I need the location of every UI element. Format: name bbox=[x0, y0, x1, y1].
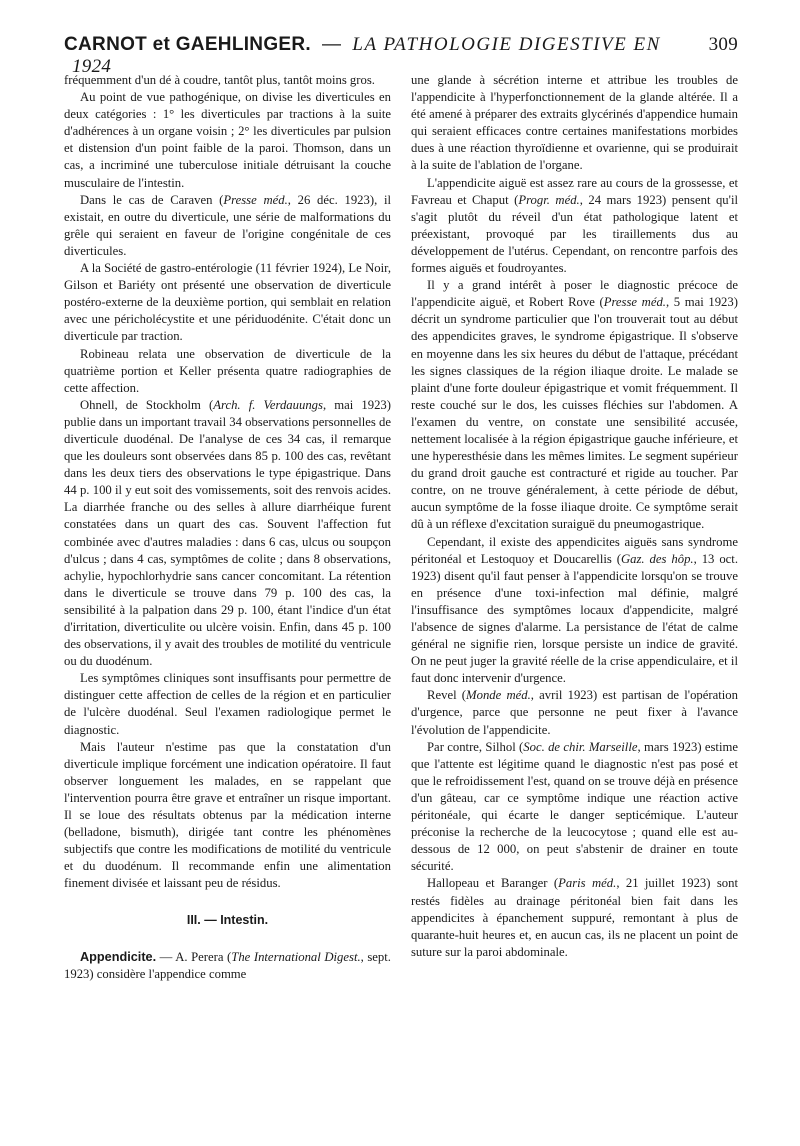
header-title: LA PATHOLOGIE DIGESTIVE EN bbox=[352, 34, 661, 55]
paragraph: fréquemment d'un dé à coudre, tantôt plus, tantôt moins gros. bbox=[64, 73, 375, 87]
section-heading: III. — Intestin. bbox=[186, 912, 269, 927]
paragraph: Cependant, il existe des appendicites aiguës sans syndrome péritonéal et Lestoquoy et Doucarellis (Gaz. des hôp., 13 oct. 1923) disent qu'il faut penser à l'appendicite lorsqu'on se trouve en présence d'une toxi-infection mal définie, malgré l'insuffisance des symptômes locaux d'appendicite, malgré l'absence de signes d'alarme. La persistance de l'état de calme général ne signifie rien, lorsque persiste un indice de gravité. On ne peut juger la gravité réelle de la crise appendiculaire, et il faut donc intervenir d'urgence. bbox=[411, 534, 738, 686]
citation: Presse méd. bbox=[603, 295, 666, 310]
paragraph: Robineau relata une observation de diverticule de la quatrième portion et Keller présenta quatre radiographies de cette affection. bbox=[64, 346, 391, 395]
page-number: 309 bbox=[708, 34, 738, 55]
citation: Progr. méd. bbox=[518, 192, 580, 207]
paragraph: Appendicite. — A. Perera (The International Digest., sept. 1923) considère l'appendice comme bbox=[64, 949, 391, 981]
header-authors: CARNOT et GAEHLINGER. bbox=[64, 34, 311, 55]
paragraph: Par contre, Silhol (Soc. de chir. Marseille, mars 1923) estime que l'attente est légitime quand le diagnostic n'est pas posé et que le refroidissement l'est, quand on se trouve déjà en présence d'un gâteau, car ce symptôme indique une réaction active péritonéale, qui écarte le danger septicémique. L'auteur préconise la recherche de la leucocytose ; quand elle est au-dessous de 12 000, on peut s'abstenir de drainer en toute sécurité. bbox=[411, 739, 738, 874]
paragraph: L'appendicite aiguë est assez rare au cours de la grossesse, et Favreau et Chaput (Progr. méd., 24 mars 1923) pensent qu'il s'agit plutôt du réveil d'un état pathologique latent et préexistant, provoqué par les tiraillements dus au développement de l'utérus. Cependant, on rencontre parfois des formes aiguës et foudroyantes. bbox=[411, 175, 738, 276]
journal-page bbox=[64, 34, 738, 983]
paragraph: Hallopeau et Baranger (Paris méd., 21 juillet 1923) sont restés fidèles au drainage péritonéal bien fait dans les appendicites à épanchement suppuré, remontant à plus de quarante-huit heures et, en aucun cas, ils ne placent un point de suture sur la paroi abdominale. bbox=[411, 876, 738, 959]
left-column bbox=[64, 72, 391, 983]
citation: Paris méd. bbox=[558, 876, 617, 891]
paragraph: Au point de vue pathogénique, on divise les diverticules en deux catégories : 1° les diverticules par tractions à la suite d'adhérences à un organe voisin ; 2° les diverticules par pulsion et distension d'un point faible de la paroi. Thomson, dans un cas, a incriminé une tuberculose initiale détruisant la couche musculaire de l'intestin. bbox=[64, 90, 391, 190]
running-header bbox=[64, 34, 738, 77]
paragraph: Ohnell, de Stockholm (Arch. f. Verdauungs, mai 1923) publie dans un important travail 34 observations personnelles de diverticule duodénal. De l'analyse de ces 34 cas, il remarque que les douleurs sont observées dans 85 p. 100 des cas, revêtant dans les deux tiers des observations le type épigastrique. Dans 44 p. 100 il y eut soit des vomissements, soit des renvois acides. La diarrhée franche ou des selles à allure diarrhéique furent constatées dans un quart des cas. Souvent l'affection fut combinée avec d'autres maladies : dans 6 cas, ulcus ou soupçon d'ulcus ; dans 4 cas, symptômes de colite ; dans 8 observations, achylie, hypochlorhydrie sans cancer concomitant. La rétention dans le diverticule se trouve dans 79 p. 100 des cas, la sensibilité à la palpation dans 29 p. 100, étant l'indice d'un état d'irritation, diverticulite ou ulcère voisin. Enfin, dans 45 p. 100 des observations, il y avait des troubles de motilité du ventricule ou du duodénum. bbox=[64, 397, 391, 669]
paragraph: Revel (Monde méd., avril 1923) est partisan de l'opération d'urgence, parce que personne ne peut fixer à l'avance l'évolution de l'appendicite. bbox=[411, 688, 738, 737]
header-year: 1924 bbox=[72, 56, 112, 77]
paragraph: Dans le cas de Caraven (Presse méd., 26 déc. 1923), il existait, en outre du diverticule, une série de malformations du grêle qui seraient en faveur de l'origine congénitale de ces diverticules. bbox=[64, 192, 391, 258]
two-column-body bbox=[64, 72, 738, 983]
paragraph: Il y a grand intérêt à poser le diagnostic précoce de l'appendicite aiguë, et Robert Rove (Presse méd., 5 mai 1923) décrit un syndrome particulier que l'on trouverait tout au début des appendicites graves, le syndrome épigastrique. Il s'observe en moyenne dans les six heures du début de l'attaque, précédant les signes classiques de la région iliaque droite. Le malade se plaint d'une forte douleur épigastrique et vomit fréquemment. Il reste couché sur le dos, les cuisses fléchies sur l'abdomen. A l'examen du ventre, on constate une sensibilité accusée, nettement localisée à la région épigastrique gauche inférieure, et une hyperesthésie dans les mêmes limites. Le segment supérieur du grand droit gauche est contracturé et rigide au toucher. Par contre, on ne trouve généralement, à cette période de début, aucun symptôme de la fosse iliaque droite. Ce symptôme serait dû à un réflexe d'excitation suraiguë du pneumogastrique. bbox=[411, 278, 738, 532]
paragraph: A la Société de gastro-entérologie (11 février 1924), Le Noir, Gilson et Bariéty ont présenté une observation de diverticule postéro-externe de la deuxième portion, qui semblait en relation avec une péricholécystite et une périduodénite. C'était donc un diverticule par traction. bbox=[64, 261, 391, 344]
paragraph: Mais l'auteur n'estime pas que la constatation d'un diverticule implique forcément une indication opératoire. Il faut observer longuement les malades, en se rappelant que l'intervention pourra être grave et entraîner un risque important. Il se loue des résultats obtenus par la médication interne (belladone, bismuth), dirigée tant contre les phénomènes subjectifs que contre les modifications de motilité du ventricule et du duodénum. Il recommande enfin une alimentation finement divisée et laissant peu de résidus. bbox=[64, 739, 391, 891]
paragraph: une glande à sécrétion interne et attribue les troubles de l'appendicite à l'hyperfonctionnement de la glande altérée. Il a été amené à préparer des extraits glycérinés d'appendice humain qui seraient efficaces contre certaines manifestations morbides dues à une réaction thyroïdienne et ovarienne, qui se produirait à la suite de l'ablation de l'organe. bbox=[411, 73, 738, 173]
run-in-heading: Appendicite. bbox=[80, 949, 157, 964]
citation: Soc. de chir. Marseille bbox=[523, 739, 638, 754]
citation: Arch. f. Verdauungs bbox=[213, 397, 323, 412]
header-dash: — bbox=[322, 34, 342, 55]
citation: Presse méd. bbox=[223, 192, 288, 207]
citation: Gaz. des hôp. bbox=[620, 551, 694, 566]
citation: The International Digest. bbox=[231, 949, 361, 964]
paragraph: Les symptômes cliniques sont insuffisants pour permettre de distinguer cette affection de celles de la région et en particulier de l'ulcère duodénal. Seul l'examen radiologique permet le diagnostic. bbox=[64, 671, 391, 737]
right-column bbox=[411, 72, 738, 983]
citation: Monde méd. bbox=[466, 688, 531, 703]
